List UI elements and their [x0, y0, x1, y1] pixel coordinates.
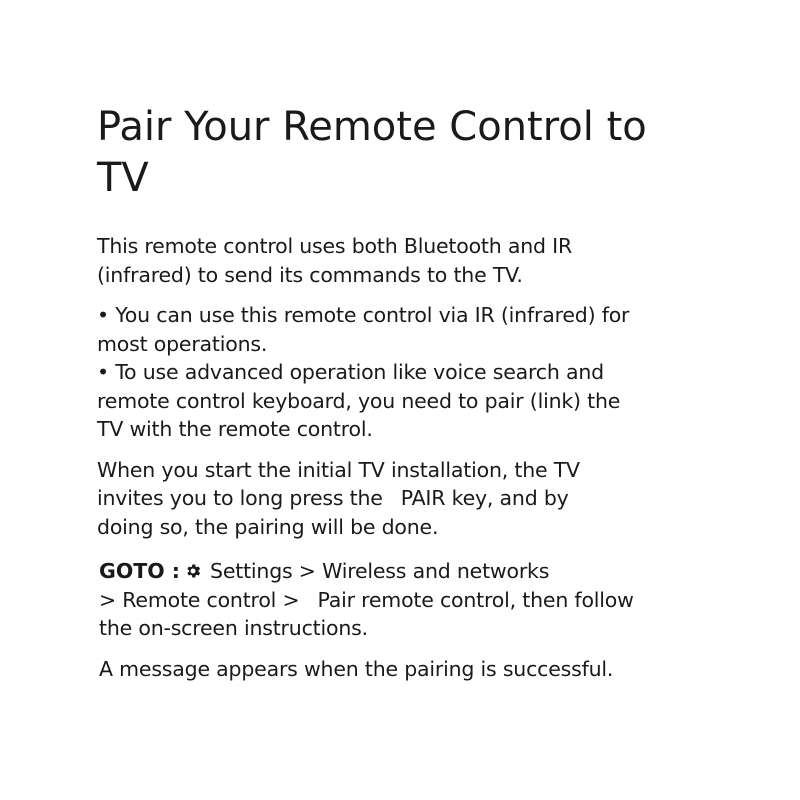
bullet-2-line-2: remote control keyboard, you need to pair (link) the [97, 388, 621, 413]
install-line-3: doing so, the pairing will be done. [97, 514, 439, 539]
install-line-2-start: invites you to long press the [97, 486, 383, 510]
intro-paragraph [97, 232, 697, 289]
install-paragraph [97, 456, 697, 542]
goto-line-1 [99, 557, 699, 586]
goto-remote-control-path: > Remote control > [99, 587, 300, 612]
bullet-2-line-1: • To use advanced operation like voice search and [97, 360, 604, 384]
bullet-2-line-3: TV with the remote control. [97, 417, 373, 441]
install-line-2-end: key, and by [451, 486, 569, 510]
intro-line-1: This remote control uses both Bluetooth and IR [97, 234, 573, 258]
bullet-1-line-1: • You can use this remote control via IR (infrared) for [97, 303, 630, 327]
intro-line-2: (infrared) to send its commands to the TV. [97, 262, 523, 287]
gear-icon [184, 562, 202, 580]
bullet-list [97, 301, 697, 444]
goto-label: GOTO : [99, 559, 180, 583]
success-message-paragraph [97, 655, 699, 684]
success-message: A message appears when the pairing is successful. [99, 656, 614, 681]
page-title [97, 102, 697, 204]
goto-pair-remote-path: Pair remote control, then follow [317, 587, 634, 612]
goto-instructions [97, 557, 699, 643]
goto-line-3: the on-screen instructions. [99, 616, 368, 640]
goto-line-2 [99, 586, 699, 615]
bullet-1-line-2: most operations. [97, 331, 268, 356]
title-line-2: TV [97, 155, 149, 201]
install-line-1: When you start the initial TV installation, the TV [97, 457, 580, 482]
pair-key-label: PAIR [400, 486, 446, 510]
goto-settings-path: Settings > Wireless and networks [210, 559, 550, 583]
install-line-2 [97, 484, 697, 513]
title-line-1: Pair Your Remote Control to [97, 104, 647, 150]
